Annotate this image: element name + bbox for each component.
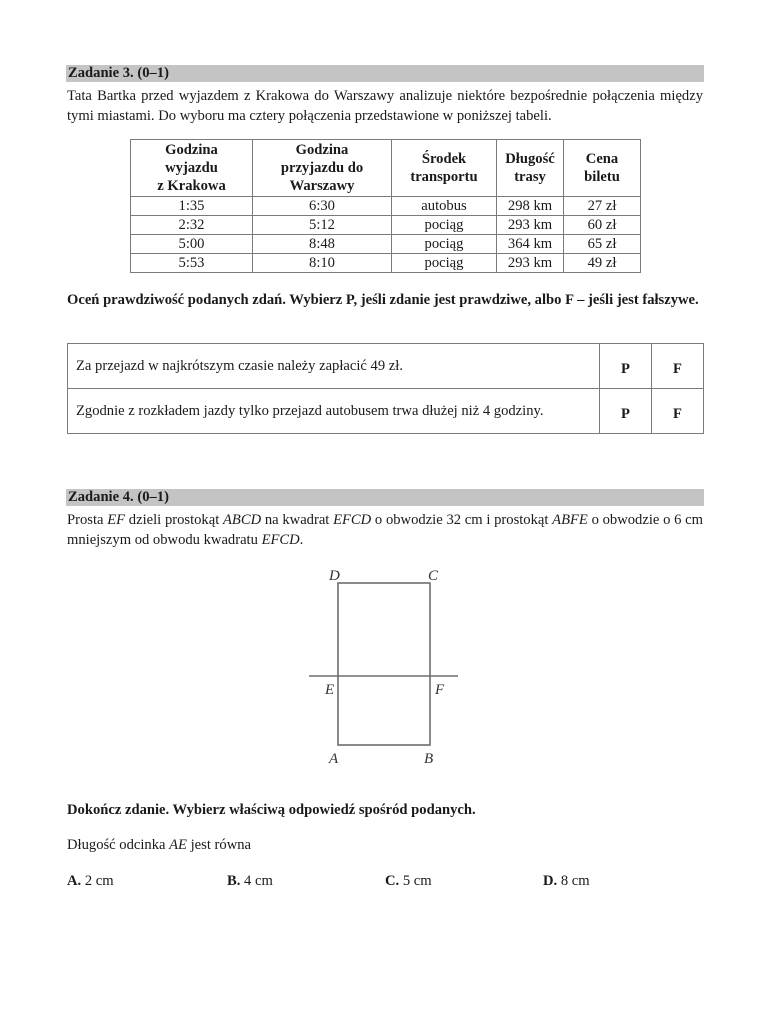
cell-price: 49 zł	[564, 254, 641, 273]
table-row	[131, 197, 641, 216]
cell-arrival: 6:30	[253, 197, 392, 216]
label-c: C	[428, 568, 439, 584]
task4-question	[67, 835, 703, 855]
header-text: Cena	[585, 151, 619, 167]
option-true[interactable]: P	[600, 344, 652, 389]
intro-symbol: EFCD	[261, 532, 300, 548]
cell-transport: pociąg	[392, 254, 497, 273]
cell-price: 27 zł	[564, 197, 641, 216]
header-text: wyjazdu	[165, 160, 218, 176]
intro-symbol: ABFE	[552, 512, 588, 528]
answer-text: 5 cm	[399, 873, 432, 889]
intro-text: .	[299, 532, 304, 548]
option-true[interactable]: P	[600, 389, 652, 434]
option-false[interactable]: F	[652, 389, 704, 434]
table-row	[131, 235, 641, 254]
cell-transport: pociąg	[392, 235, 497, 254]
answer-letter: D.	[543, 873, 558, 889]
header-arrival	[253, 140, 392, 197]
cell-length: 293 km	[497, 254, 564, 273]
cell-price: 60 zł	[564, 216, 641, 235]
rectangle-diagram	[300, 560, 470, 770]
header-text: biletu	[584, 169, 620, 185]
intro-text: na kwadrat	[261, 512, 334, 528]
cell-departure: 5:53	[131, 254, 253, 273]
cell-length: 364 km	[497, 235, 564, 254]
answer-text: 4 cm	[240, 873, 273, 889]
intro-symbol: EFCD	[333, 512, 372, 528]
answer-c[interactable]	[385, 871, 432, 891]
header-text: Długość	[505, 151, 555, 167]
question-text: Długość odcinka	[67, 837, 170, 853]
label-d: D	[329, 568, 340, 584]
header-text: Godzina	[165, 142, 218, 158]
header-text: przyjazdu do	[280, 160, 364, 176]
cell-departure: 2:32	[131, 216, 253, 235]
cell-transport: pociąg	[392, 216, 497, 235]
intro-symbol: ABCD	[223, 512, 262, 528]
question-symbol: AE	[169, 837, 187, 853]
intro-text: o obwodzie o 6 cm mniejszym od obwodu kwadratu	[67, 512, 703, 548]
cell-arrival: 5:12	[253, 216, 392, 235]
task4-intro	[67, 510, 703, 550]
cell-departure: 5:00	[131, 235, 253, 254]
answer-b[interactable]	[227, 871, 273, 891]
table-row	[131, 254, 641, 273]
statement-text: Zgodnie z rozkładem jazdy tylko przejazd autobusem trwa dłużej niż 4 godziny.	[68, 389, 600, 434]
answer-text: 2 cm	[81, 873, 114, 889]
task3-intro: Tata Bartka przed wyjazdem z Krakowa do Warszawy analizuje niektóre bezpośrednie połączenia między tymi miastami. Do wyboru ma cztery połączenia przedstawione w poniższej tabeli.	[67, 88, 703, 124]
cell-transport: autobus	[392, 197, 497, 216]
label-b: B	[424, 751, 434, 767]
intro-text: Prosta	[67, 512, 108, 528]
header-text: transportu	[410, 169, 478, 185]
cell-length: 293 km	[497, 216, 564, 235]
header-departure	[131, 140, 253, 197]
answer-text: 8 cm	[557, 873, 590, 889]
header-transport	[392, 140, 497, 197]
task4-header: Zadanie 4. (0–1)	[66, 489, 704, 506]
header-text: Warszawy	[289, 178, 355, 194]
cell-length: 298 km	[497, 197, 564, 216]
question-text: jest równa	[186, 837, 252, 853]
header-length	[497, 140, 564, 197]
task3-header: Zadanie 3. (0–1)	[66, 65, 704, 82]
schedule-table	[130, 139, 641, 273]
schedule-header-row	[131, 140, 641, 197]
task4-instruction: Dokończ zdanie. Wybierz właściwą odpowiedź spośród podanych.	[67, 802, 476, 818]
header-text: Godzina	[295, 142, 349, 158]
intro-text: dzieli prostokąt	[125, 512, 223, 528]
statement-row	[68, 389, 704, 434]
cell-price: 65 zł	[564, 235, 641, 254]
statement-row	[68, 344, 704, 389]
task3-instruction: Oceń prawdziwość podanych zdań. Wybierz P, jeśli zdanie jest prawdziwe, albo F – jeśli jest fałszywe.	[67, 292, 699, 308]
answer-letter: A.	[67, 873, 82, 889]
header-text: z Krakowa	[157, 178, 226, 194]
answer-a[interactable]	[67, 871, 114, 891]
intro-text: o obwodzie 32 cm i prostokąt	[371, 512, 553, 528]
rectangle-abcd	[338, 583, 430, 745]
header-text: trasy	[514, 169, 546, 185]
table-row	[131, 216, 641, 235]
true-false-table	[67, 343, 704, 434]
header-text: Środek	[421, 151, 467, 167]
cell-arrival: 8:48	[253, 235, 392, 254]
intro-symbol: EF	[107, 512, 126, 528]
label-e: E	[325, 682, 335, 698]
label-f: F	[435, 682, 445, 698]
answer-letter: C.	[385, 873, 400, 889]
answer-letter: B.	[227, 873, 241, 889]
statement-text: Za przejazd w najkrótszym czasie należy zapłacić 49 zł.	[68, 344, 600, 389]
header-price	[564, 140, 641, 197]
cell-departure: 1:35	[131, 197, 253, 216]
answer-d[interactable]	[543, 871, 590, 891]
cell-arrival: 8:10	[253, 254, 392, 273]
label-a: A	[329, 751, 339, 767]
option-false[interactable]: F	[652, 344, 704, 389]
